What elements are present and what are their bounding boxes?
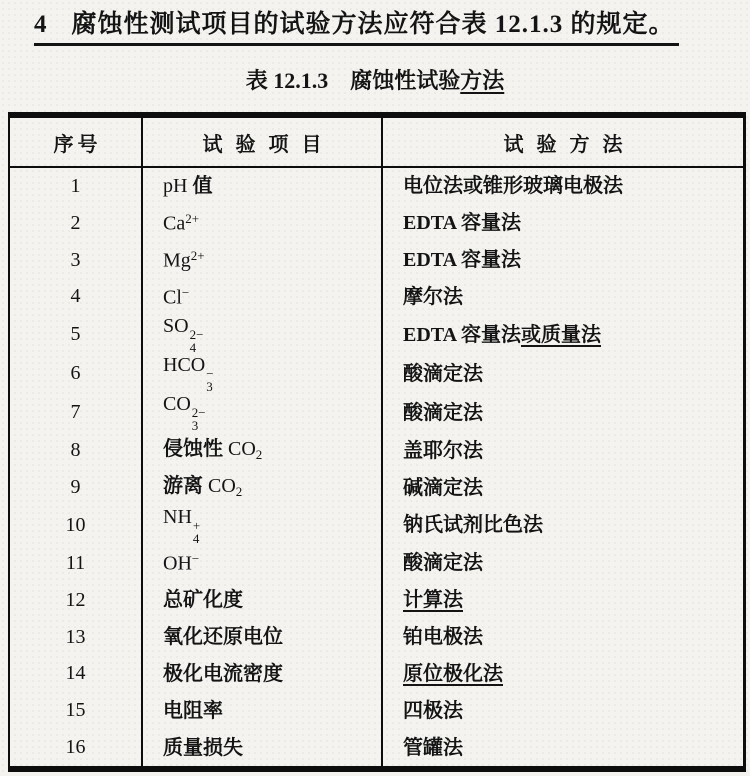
- item-superscript: −: [206, 366, 214, 382]
- test-method: [403, 286, 463, 308]
- test-item: [163, 626, 283, 648]
- item-name: 极化电流密度: [163, 662, 283, 685]
- item-formula-subsup: [192, 406, 206, 432]
- test-item: [163, 506, 200, 545]
- method-text: 盖耶尔法: [403, 439, 483, 462]
- test-method-cell: [383, 729, 743, 766]
- method-text: 摩尔法: [403, 285, 463, 308]
- item-formula-base: CO: [163, 393, 191, 416]
- method-text: 酸滴定法: [403, 362, 483, 385]
- row-serial-number: 13: [10, 619, 143, 656]
- test-item: [163, 393, 206, 432]
- row-serial-number: 4: [10, 278, 143, 315]
- method-text: EDTA 容量法: [403, 323, 521, 346]
- test-method: [403, 363, 483, 385]
- test-method-cell: [383, 278, 743, 315]
- test-method: [403, 737, 463, 759]
- item-superscript: 2+: [190, 247, 205, 263]
- table-row: [10, 729, 743, 766]
- test-method: [403, 626, 483, 648]
- row-serial-number: 6: [10, 354, 143, 393]
- item-subscript: 4: [189, 340, 197, 356]
- test-item-cell: [143, 315, 383, 354]
- clause-number: 4: [34, 11, 48, 38]
- item-subscript: 3: [206, 379, 213, 395]
- test-method-cell: [383, 692, 743, 729]
- table-row: [10, 506, 743, 545]
- method-text-underlined: 计算法: [403, 589, 463, 612]
- test-item-cell: [143, 692, 383, 729]
- test-item-cell: [143, 545, 383, 582]
- table-title-text: 表 12.1.3 腐蚀性试验: [245, 68, 461, 93]
- item-name: 侵蚀性: [163, 438, 228, 461]
- item-formula-base: SO: [163, 315, 189, 338]
- test-item-cell: [143, 582, 383, 619]
- item-formula-base: HCO: [163, 354, 206, 377]
- item-formula-base: Mg: [163, 249, 191, 272]
- item-superscript: 2−: [189, 327, 204, 343]
- item-name-suffix: 值: [187, 175, 213, 198]
- table-row: [10, 432, 743, 469]
- test-item-cell: [143, 278, 383, 315]
- item-name: 电阻率: [163, 699, 223, 722]
- row-serial-number: 12: [10, 582, 143, 619]
- method-text: EDTA 容量法: [403, 212, 521, 235]
- method-text: 管罐法: [403, 736, 463, 759]
- method-text: 四极法: [403, 699, 463, 722]
- row-serial-number: 3: [10, 242, 143, 279]
- clause-text: 腐蚀性测试项目的试验方法应符合表 12.1.3 的规定。: [71, 11, 675, 38]
- method-text: 电位法或锥形玻璃电极法: [403, 175, 623, 198]
- test-method-cell: [383, 354, 743, 393]
- item-name: 质量损失: [163, 736, 243, 759]
- test-method: [403, 514, 543, 536]
- test-method-cell: [383, 545, 743, 582]
- method-text: 酸滴定法: [403, 401, 483, 424]
- test-method: [403, 477, 483, 499]
- item-subscript: 2: [255, 447, 263, 463]
- row-serial-number: 11: [10, 545, 143, 582]
- table-row: [10, 278, 743, 315]
- test-item: [163, 438, 262, 462]
- test-method-cell: [383, 315, 743, 354]
- test-item: [163, 700, 223, 722]
- test-method-cell: [383, 242, 743, 279]
- table-row: [10, 205, 743, 242]
- item-name: 总矿化度: [163, 589, 243, 612]
- method-text: EDTA 容量法: [403, 249, 521, 272]
- table-row: [10, 393, 743, 432]
- table-row: [10, 469, 743, 506]
- header-serial-number: 序号: [10, 118, 143, 166]
- test-item-cell: [143, 393, 383, 432]
- test-method: [403, 440, 483, 462]
- clause-heading: [34, 4, 679, 46]
- method-text: 酸滴定法: [403, 552, 483, 575]
- item-subscript: 2: [235, 484, 243, 500]
- item-formula-subsup: [206, 367, 213, 393]
- table-row: [10, 315, 743, 354]
- table-body: [10, 168, 743, 766]
- table-header-row: [10, 118, 743, 168]
- test-item: [163, 475, 242, 499]
- test-item: [163, 212, 199, 234]
- test-method: [403, 663, 503, 685]
- test-method: [403, 249, 521, 271]
- item-formula-base: CO: [228, 438, 256, 461]
- test-item: [163, 315, 203, 354]
- table-row: [10, 619, 743, 656]
- table-row: [10, 655, 743, 692]
- table-row: [10, 582, 743, 619]
- test-method-cell: [383, 655, 743, 692]
- test-method: [403, 212, 521, 234]
- test-method-cell: [383, 393, 743, 432]
- test-method: [403, 700, 463, 722]
- test-item: [163, 663, 283, 685]
- row-serial-number: 10: [10, 506, 143, 545]
- item-formula-base: Ca: [163, 212, 186, 235]
- item-formula-subsup: [193, 519, 200, 545]
- table-row: [10, 354, 743, 393]
- method-text: 钠氏试剂比色法: [403, 514, 543, 537]
- item-formula-base: pH: [163, 175, 188, 198]
- item-formula-base: OH: [163, 552, 192, 575]
- test-item: [163, 286, 189, 308]
- test-method: [403, 589, 463, 611]
- test-method: [403, 552, 483, 574]
- test-method-cell: [383, 469, 743, 506]
- item-formula-base: Cl: [163, 286, 182, 309]
- item-subscript: 3: [191, 418, 199, 434]
- table-row: [10, 168, 743, 205]
- test-item-cell: [143, 655, 383, 692]
- test-item-cell: [143, 242, 383, 279]
- test-method-cell: [383, 205, 743, 242]
- test-method-cell: [383, 168, 743, 205]
- test-method-cell: [383, 506, 743, 545]
- test-method-cell: [383, 582, 743, 619]
- test-item: [163, 737, 243, 759]
- test-item-cell: [143, 432, 383, 469]
- table-title-underlined-text: 方法: [460, 68, 505, 93]
- table-row: [10, 692, 743, 729]
- test-item-cell: [143, 506, 383, 545]
- row-serial-number: 1: [10, 168, 143, 205]
- row-serial-number: 16: [10, 729, 143, 766]
- test-item: [163, 354, 214, 393]
- method-text: 铂电极法: [403, 626, 483, 649]
- test-item-cell: [143, 729, 383, 766]
- test-item-cell: [143, 469, 383, 506]
- item-subscript: 4: [192, 530, 200, 546]
- row-serial-number: 2: [10, 205, 143, 242]
- table-row: [10, 242, 743, 279]
- test-item: [163, 175, 212, 197]
- row-serial-number: 14: [10, 655, 143, 692]
- row-serial-number: 5: [10, 315, 143, 354]
- test-method-cell: [383, 432, 743, 469]
- test-method: [403, 324, 601, 346]
- test-method: [403, 175, 623, 197]
- test-item-cell: [143, 619, 383, 656]
- test-method: [403, 402, 483, 424]
- item-formula-subsup: [190, 328, 204, 354]
- method-text-underlined: 原位极化法: [403, 662, 503, 685]
- row-serial-number: 7: [10, 393, 143, 432]
- item-name: 氧化还原电位: [163, 626, 283, 649]
- item-superscript: +: [192, 517, 201, 533]
- table-title: [0, 64, 750, 95]
- header-test-method: 试验方法: [503, 133, 636, 156]
- test-methods-table: [8, 112, 746, 772]
- method-text-underlined: 或质量法: [520, 323, 601, 346]
- item-superscript: −: [181, 284, 190, 300]
- test-item-cell: [143, 168, 383, 205]
- test-item: [163, 249, 205, 271]
- test-item: [163, 589, 243, 611]
- test-item: [163, 552, 199, 574]
- test-item-cell: [143, 205, 383, 242]
- item-superscript: 2−: [191, 405, 206, 421]
- item-formula-base: NH: [163, 505, 192, 528]
- item-superscript: 2+: [185, 211, 200, 227]
- item-superscript: −: [191, 551, 200, 567]
- row-serial-number: 9: [10, 469, 143, 506]
- header-test-item: 试验项目: [143, 118, 383, 166]
- row-serial-number: 15: [10, 692, 143, 729]
- row-serial-number: 8: [10, 432, 143, 469]
- test-item-cell: [143, 354, 383, 393]
- item-formula-base: CO: [208, 475, 236, 498]
- table-row: [10, 545, 743, 582]
- item-name: 游离: [163, 475, 208, 498]
- method-text: 碱滴定法: [403, 476, 483, 499]
- test-method-cell: [383, 619, 743, 656]
